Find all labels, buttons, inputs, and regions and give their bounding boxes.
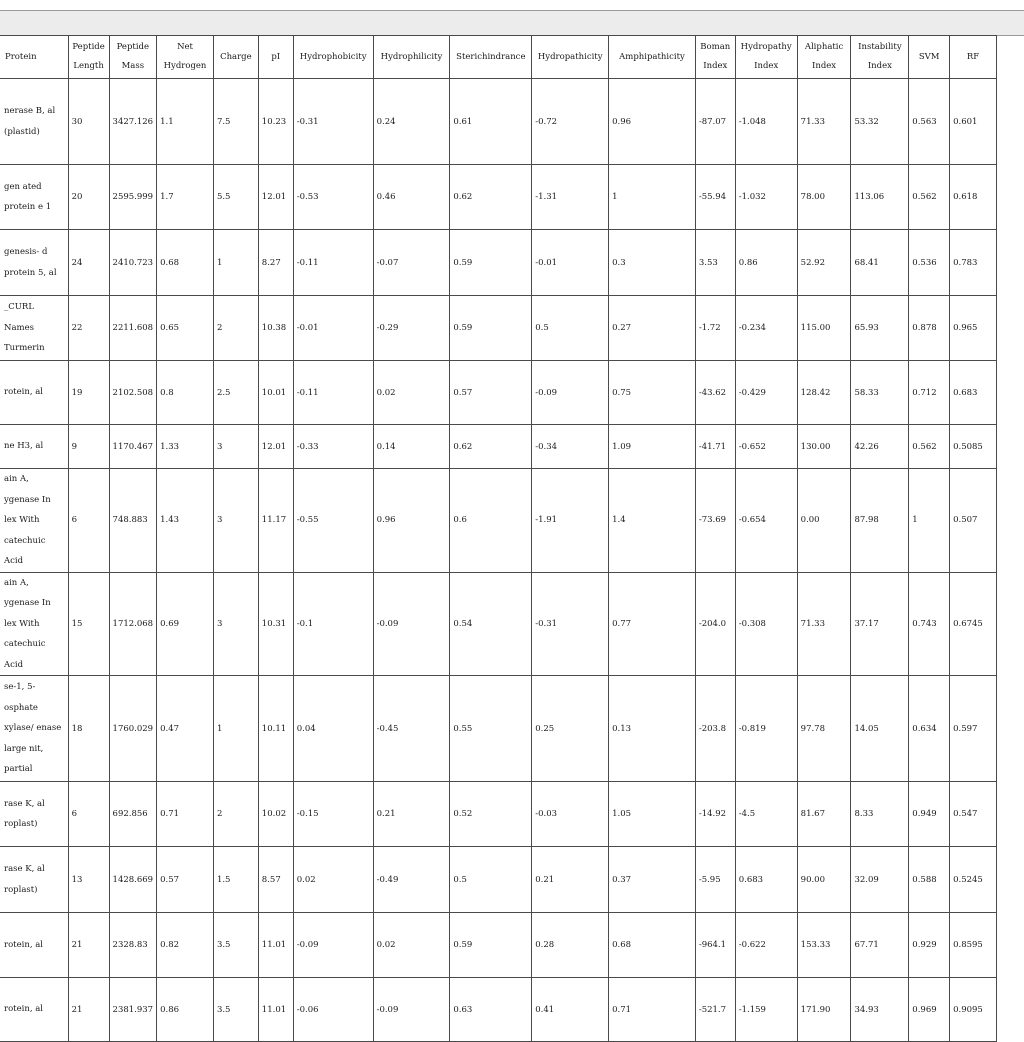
boman-index-cell: -43.62 <box>695 361 735 425</box>
hydropathy-index-cell: -4.5 <box>735 782 797 847</box>
peptide-length-cell: 9 <box>68 425 109 469</box>
sterichindrance-cell: 0.54 <box>450 572 532 676</box>
hydropathicity-cell: -0.31 <box>532 572 609 676</box>
hydrophilicity-cell: 0.46 <box>373 165 450 230</box>
peptide-length-cell: 6 <box>68 782 109 847</box>
instability-index-cell: 53.32 <box>851 79 909 165</box>
peptide-mass-cell: 2328.83 <box>109 913 157 978</box>
amphipathicity-cell: 0.3 <box>609 230 696 296</box>
hydropathy-index-cell: -1.159 <box>735 978 797 1042</box>
aliphatic-index-cell: 52.92 <box>797 230 851 296</box>
pi-cell: 8.57 <box>258 847 293 913</box>
net-hydrogen-cell: 0.86 <box>157 978 214 1042</box>
column-header: Instability Index <box>851 36 909 79</box>
amphipathicity-cell: 0.77 <box>609 572 696 676</box>
svm-cell: 0.563 <box>909 79 950 165</box>
sterichindrance-cell: 0.59 <box>450 913 532 978</box>
table-row <box>0 296 997 361</box>
instability-index-cell: 32.09 <box>851 847 909 913</box>
aliphatic-index-cell: 71.33 <box>797 79 851 165</box>
rf-cell: 0.965 <box>950 296 997 361</box>
svm-cell: 0.634 <box>909 676 950 782</box>
svm-cell: 0.743 <box>909 572 950 676</box>
amphipathicity-cell: 1.09 <box>609 425 696 469</box>
hydrophilicity-cell: -0.29 <box>373 296 450 361</box>
svm-cell: 0.562 <box>909 165 950 230</box>
peptide-mass-cell: 3427.126 <box>109 79 157 165</box>
protein-name-cell: rotein, al <box>0 978 68 1042</box>
table-header-row <box>0 36 997 79</box>
rf-cell: 0.683 <box>950 361 997 425</box>
column-header: Hydropathy Index <box>735 36 797 79</box>
aliphatic-index-cell: 115.00 <box>797 296 851 361</box>
peptide-length-cell: 21 <box>68 978 109 1042</box>
pi-cell: 12.01 <box>258 165 293 230</box>
protein-name-cell: rase K, al roplast) <box>0 847 68 913</box>
peptide-length-cell: 22 <box>68 296 109 361</box>
peptide-length-cell: 20 <box>68 165 109 230</box>
peptide-mass-cell: 1712.068 <box>109 572 157 676</box>
hydropathy-index-cell: -1.048 <box>735 79 797 165</box>
protein-name-cell: genesis- d protein 5, al <box>0 230 68 296</box>
pi-cell: 10.02 <box>258 782 293 847</box>
hydropathicity-cell: 0.28 <box>532 913 609 978</box>
table-row <box>0 676 997 782</box>
aliphatic-index-cell: 171.90 <box>797 978 851 1042</box>
boman-index-cell: -521.7 <box>695 978 735 1042</box>
amphipathicity-cell: 0.75 <box>609 361 696 425</box>
instability-index-cell: 58.33 <box>851 361 909 425</box>
hydrophilicity-cell: 0.96 <box>373 469 450 573</box>
hydrophilicity-cell: 0.24 <box>373 79 450 165</box>
aliphatic-index-cell: 130.00 <box>797 425 851 469</box>
hydrophilicity-cell: 0.02 <box>373 361 450 425</box>
rf-cell: 0.547 <box>950 782 997 847</box>
hydrophilicity-cell: -0.09 <box>373 572 450 676</box>
hydropathicity-cell: -0.09 <box>532 361 609 425</box>
aliphatic-index-cell: 71.33 <box>797 572 851 676</box>
column-header: Boman Index <box>695 36 735 79</box>
svm-cell: 0.949 <box>909 782 950 847</box>
amphipathicity-cell: 0.13 <box>609 676 696 782</box>
boman-index-cell: -87.07 <box>695 79 735 165</box>
hydrophilicity-cell: 0.21 <box>373 782 450 847</box>
amphipathicity-cell: 1 <box>609 165 696 230</box>
instability-index-cell: 87.98 <box>851 469 909 573</box>
peptide-length-cell: 6 <box>68 469 109 573</box>
column-header: SVM <box>909 36 950 79</box>
peptide-length-cell: 30 <box>68 79 109 165</box>
peptide-length-cell: 15 <box>68 572 109 676</box>
charge-cell: 1 <box>213 676 258 782</box>
peptide-mass-cell: 2595.999 <box>109 165 157 230</box>
boman-index-cell: -204.0 <box>695 572 735 676</box>
sterichindrance-cell: 0.5 <box>450 847 532 913</box>
column-header: Peptide Length <box>68 36 109 79</box>
rf-cell: 0.783 <box>950 230 997 296</box>
peptide-properties-table <box>0 35 997 1042</box>
pi-cell: 10.01 <box>258 361 293 425</box>
peptide-mass-cell: 2410.723 <box>109 230 157 296</box>
charge-cell: 2 <box>213 782 258 847</box>
table-row <box>0 913 997 978</box>
charge-cell: 7.5 <box>213 79 258 165</box>
pi-cell: 8.27 <box>258 230 293 296</box>
top-bar <box>0 10 1024 36</box>
protein-name-cell: rotein, al <box>0 913 68 978</box>
pi-cell: 11.01 <box>258 978 293 1042</box>
net-hydrogen-cell: 1.7 <box>157 165 214 230</box>
svm-cell: 1 <box>909 469 950 573</box>
boman-index-cell: -41.71 <box>695 425 735 469</box>
protein-name-cell: rotein, al <box>0 361 68 425</box>
peptide-length-cell: 13 <box>68 847 109 913</box>
hydropathy-index-cell: -0.622 <box>735 913 797 978</box>
sterichindrance-cell: 0.61 <box>450 79 532 165</box>
hydrophilicity-cell: -0.07 <box>373 230 450 296</box>
table-row <box>0 361 997 425</box>
net-hydrogen-cell: 1.1 <box>157 79 214 165</box>
hydrophobicity-cell: -0.11 <box>293 230 373 296</box>
hydrophobicity-cell: 0.02 <box>293 847 373 913</box>
charge-cell: 5.5 <box>213 165 258 230</box>
boman-index-cell: -203.8 <box>695 676 735 782</box>
hydropathy-index-cell: -0.429 <box>735 361 797 425</box>
instability-index-cell: 68.41 <box>851 230 909 296</box>
hydrophilicity-cell: -0.45 <box>373 676 450 782</box>
hydropathy-index-cell: -1.032 <box>735 165 797 230</box>
svm-cell: 0.712 <box>909 361 950 425</box>
hydropathicity-cell: -0.34 <box>532 425 609 469</box>
hydrophobicity-cell: -0.33 <box>293 425 373 469</box>
column-header: pI <box>258 36 293 79</box>
hydropathicity-cell: -0.72 <box>532 79 609 165</box>
svm-cell: 0.929 <box>909 913 950 978</box>
hydropathicity-cell: -0.01 <box>532 230 609 296</box>
net-hydrogen-cell: 0.82 <box>157 913 214 978</box>
hydrophobicity-cell: -0.09 <box>293 913 373 978</box>
hydropathicity-cell: -1.31 <box>532 165 609 230</box>
amphipathicity-cell: 1.4 <box>609 469 696 573</box>
sterichindrance-cell: 0.59 <box>450 230 532 296</box>
boman-index-cell: -1.72 <box>695 296 735 361</box>
net-hydrogen-cell: 1.33 <box>157 425 214 469</box>
column-header: Peptide Mass <box>109 36 157 79</box>
charge-cell: 2 <box>213 296 258 361</box>
pi-cell: 12.01 <box>258 425 293 469</box>
charge-cell: 3 <box>213 572 258 676</box>
amphipathicity-cell: 0.71 <box>609 978 696 1042</box>
peptide-mass-cell: 2381.937 <box>109 978 157 1042</box>
peptide-length-cell: 24 <box>68 230 109 296</box>
table-row <box>0 230 997 296</box>
sterichindrance-cell: 0.62 <box>450 425 532 469</box>
hydropathy-index-cell: -0.652 <box>735 425 797 469</box>
hydrophilicity-cell: 0.14 <box>373 425 450 469</box>
rf-cell: 0.5085 <box>950 425 997 469</box>
hydropathicity-cell: 0.41 <box>532 978 609 1042</box>
sterichindrance-cell: 0.52 <box>450 782 532 847</box>
column-header: Hydrophilicity <box>373 36 450 79</box>
column-header: RF <box>950 36 997 79</box>
rf-cell: 0.6745 <box>950 572 997 676</box>
net-hydrogen-cell: 0.57 <box>157 847 214 913</box>
pi-cell: 10.23 <box>258 79 293 165</box>
table-row <box>0 425 997 469</box>
table-row <box>0 79 997 165</box>
sterichindrance-cell: 0.55 <box>450 676 532 782</box>
column-header: Charge <box>213 36 258 79</box>
hydropathy-index-cell: 0.86 <box>735 230 797 296</box>
boman-index-cell: -14.92 <box>695 782 735 847</box>
peptide-mass-cell: 2102.508 <box>109 361 157 425</box>
sterichindrance-cell: 0.63 <box>450 978 532 1042</box>
peptide-mass-cell: 1428.669 <box>109 847 157 913</box>
svm-cell: 0.969 <box>909 978 950 1042</box>
svm-cell: 0.588 <box>909 847 950 913</box>
hydrophilicity-cell: 0.02 <box>373 913 450 978</box>
instability-index-cell: 37.17 <box>851 572 909 676</box>
hydrophobicity-cell: -0.1 <box>293 572 373 676</box>
instability-index-cell: 113.06 <box>851 165 909 230</box>
rf-cell: 0.618 <box>950 165 997 230</box>
pi-cell: 11.01 <box>258 913 293 978</box>
protein-name-cell: rase K, al roplast) <box>0 782 68 847</box>
hydropathicity-cell: -1.91 <box>532 469 609 573</box>
instability-index-cell: 67.71 <box>851 913 909 978</box>
svm-cell: 0.536 <box>909 230 950 296</box>
instability-index-cell: 42.26 <box>851 425 909 469</box>
peptide-mass-cell: 2211.608 <box>109 296 157 361</box>
hydrophobicity-cell: -0.01 <box>293 296 373 361</box>
aliphatic-index-cell: 90.00 <box>797 847 851 913</box>
net-hydrogen-cell: 0.65 <box>157 296 214 361</box>
charge-cell: 3 <box>213 469 258 573</box>
svm-cell: 0.878 <box>909 296 950 361</box>
column-header: Sterichindrance <box>450 36 532 79</box>
amphipathicity-cell: 0.68 <box>609 913 696 978</box>
rf-cell: 0.597 <box>950 676 997 782</box>
hydrophilicity-cell: -0.09 <box>373 978 450 1042</box>
aliphatic-index-cell: 81.67 <box>797 782 851 847</box>
charge-cell: 3.5 <box>213 913 258 978</box>
column-header: Net Hydrogen <box>157 36 214 79</box>
pi-cell: 10.38 <box>258 296 293 361</box>
column-header: Hydrophobicity <box>293 36 373 79</box>
svm-cell: 0.562 <box>909 425 950 469</box>
table-row <box>0 847 997 913</box>
table-row <box>0 782 997 847</box>
charge-cell: 1 <box>213 230 258 296</box>
amphipathicity-cell: 0.96 <box>609 79 696 165</box>
rf-cell: 0.601 <box>950 79 997 165</box>
hydrophobicity-cell: 0.04 <box>293 676 373 782</box>
protein-name-cell: gen ated protein e 1 <box>0 165 68 230</box>
instability-index-cell: 14.05 <box>851 676 909 782</box>
net-hydrogen-cell: 1.43 <box>157 469 214 573</box>
column-header: Aliphatic Index <box>797 36 851 79</box>
table-row <box>0 469 997 573</box>
rf-cell: 0.8595 <box>950 913 997 978</box>
charge-cell: 3.5 <box>213 978 258 1042</box>
net-hydrogen-cell: 0.71 <box>157 782 214 847</box>
table-row <box>0 572 997 676</box>
hydropathicity-cell: 0.21 <box>532 847 609 913</box>
peptide-mass-cell: 748.883 <box>109 469 157 573</box>
sterichindrance-cell: 0.57 <box>450 361 532 425</box>
hydrophobicity-cell: -0.15 <box>293 782 373 847</box>
hydropathy-index-cell: 0.683 <box>735 847 797 913</box>
pi-cell: 10.31 <box>258 572 293 676</box>
instability-index-cell: 8.33 <box>851 782 909 847</box>
boman-index-cell: -73.69 <box>695 469 735 573</box>
pi-cell: 11.17 <box>258 469 293 573</box>
table-row <box>0 165 997 230</box>
aliphatic-index-cell: 78.00 <box>797 165 851 230</box>
sterichindrance-cell: 0.62 <box>450 165 532 230</box>
hydrophobicity-cell: -0.31 <box>293 79 373 165</box>
net-hydrogen-cell: 0.8 <box>157 361 214 425</box>
hydropathicity-cell: 0.5 <box>532 296 609 361</box>
hydrophilicity-cell: -0.49 <box>373 847 450 913</box>
net-hydrogen-cell: 0.69 <box>157 572 214 676</box>
net-hydrogen-cell: 0.47 <box>157 676 214 782</box>
boman-index-cell: -5.95 <box>695 847 735 913</box>
hydrophobicity-cell: -0.11 <box>293 361 373 425</box>
aliphatic-index-cell: 0.00 <box>797 469 851 573</box>
rf-cell: 0.5245 <box>950 847 997 913</box>
column-header: Amphipathicity <box>609 36 696 79</box>
amphipathicity-cell: 0.37 <box>609 847 696 913</box>
protein-name-cell: ain A, ygenase In lex With catechuic Acid <box>0 572 68 676</box>
charge-cell: 2.5 <box>213 361 258 425</box>
sterichindrance-cell: 0.6 <box>450 469 532 573</box>
hydropathicity-cell: -0.03 <box>532 782 609 847</box>
aliphatic-index-cell: 97.78 <box>797 676 851 782</box>
charge-cell: 3 <box>213 425 258 469</box>
net-hydrogen-cell: 0.68 <box>157 230 214 296</box>
column-header: Hydropathicity <box>532 36 609 79</box>
protein-name-cell: ain A, ygenase In lex With catechuic Acid <box>0 469 68 573</box>
peptide-mass-cell: 692.856 <box>109 782 157 847</box>
peptide-mass-cell: 1170.467 <box>109 425 157 469</box>
hydropathy-index-cell: -0.819 <box>735 676 797 782</box>
rf-cell: 0.507 <box>950 469 997 573</box>
aliphatic-index-cell: 153.33 <box>797 913 851 978</box>
peptide-mass-cell: 1760.029 <box>109 676 157 782</box>
hydrophobicity-cell: -0.53 <box>293 165 373 230</box>
protein-name-cell: se-1, 5- osphate xylase/ enase large nit, partial <box>0 676 68 782</box>
hydropathy-index-cell: -0.308 <box>735 572 797 676</box>
charge-cell: 1.5 <box>213 847 258 913</box>
protein-name-cell: ne H3, al <box>0 425 68 469</box>
instability-index-cell: 34.93 <box>851 978 909 1042</box>
boman-index-cell: -55.94 <box>695 165 735 230</box>
hydropathy-index-cell: -0.654 <box>735 469 797 573</box>
aliphatic-index-cell: 128.42 <box>797 361 851 425</box>
hydropathicity-cell: 0.25 <box>532 676 609 782</box>
protein-name-cell: nerase B, al (plastid) <box>0 79 68 165</box>
sterichindrance-cell: 0.59 <box>450 296 532 361</box>
protein-name-cell: _CURL Names Turmerin <box>0 296 68 361</box>
amphipathicity-cell: 0.27 <box>609 296 696 361</box>
table-row <box>0 978 997 1042</box>
peptide-length-cell: 21 <box>68 913 109 978</box>
boman-index-cell: -964.1 <box>695 913 735 978</box>
peptide-length-cell: 19 <box>68 361 109 425</box>
pi-cell: 10.11 <box>258 676 293 782</box>
hydropathy-index-cell: -0.234 <box>735 296 797 361</box>
rf-cell: 0.9095 <box>950 978 997 1042</box>
instability-index-cell: 65.93 <box>851 296 909 361</box>
peptide-length-cell: 18 <box>68 676 109 782</box>
hydrophobicity-cell: -0.55 <box>293 469 373 573</box>
hydrophobicity-cell: -0.06 <box>293 978 373 1042</box>
column-header: Protein <box>0 36 68 79</box>
boman-index-cell: 3.53 <box>695 230 735 296</box>
amphipathicity-cell: 1.05 <box>609 782 696 847</box>
